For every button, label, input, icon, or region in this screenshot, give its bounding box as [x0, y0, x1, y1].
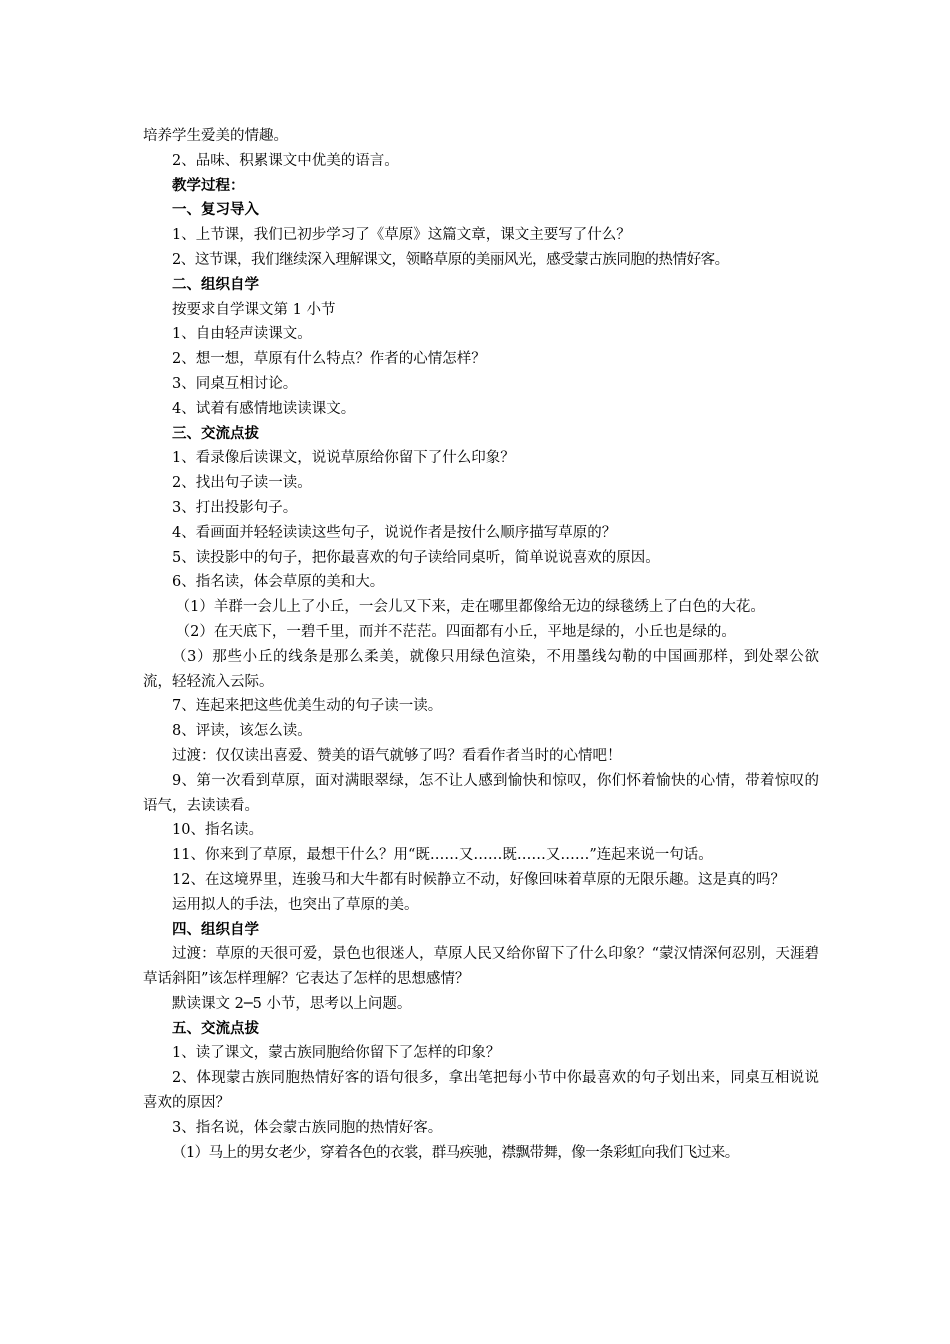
paragraph: 过渡：草原的天很可爱，景色也很迷人，草原人民又给你留下了什么印象？“蒙汉情深何忍别，天涯碧草话斜阳”该怎样理解？它表达了怎样的思想感情？: [143, 946, 819, 988]
paragraph: 2、这节课，我们继续深入理解课文，领略草原的美丽风光，感受蒙古族同胞的热情好客。: [172, 251, 729, 268]
paragraph: 2、找出句子读一读。: [172, 475, 312, 492]
paragraph: 过渡：仅仅读出喜爱、赞美的语气就够了吗？看看作者当时的心情吧！: [172, 747, 622, 764]
paragraph: （1）羊群一会儿上了小丘，一会儿又下来，走在哪里都像给无边的绿毯绣上了白色的大花。: [175, 599, 765, 616]
paragraph: 3、打出投影句子。: [172, 499, 298, 516]
paragraph: 4、试着有感情地读读课文。: [172, 400, 356, 417]
section-heading: 二、组织自学: [172, 275, 259, 293]
paragraph: 运用拟人的手法，也突出了草原的美。: [172, 896, 419, 913]
paragraph: 3、指名说，体会蒙古族同胞的热情好客。: [172, 1119, 443, 1136]
paragraph: 2、品味、积累课文中优美的语言。: [172, 152, 399, 169]
section-heading: 三、交流点拔: [172, 424, 259, 442]
paragraph: （3）那些小丘的线条是那么柔美，就像只用绿色渲染，不用墨线勾勒的中国画那样，到处翠公欲流，轻轻流入云际。: [143, 648, 819, 690]
section-heading: 一、复习导入: [172, 201, 259, 219]
paragraph: 2、想一想，草原有什么特点？作者的心情怎样？: [172, 351, 486, 368]
paragraph: 11、你来到了草原，最想干什么？用“既……又……既……又……”连起来说一句话。: [172, 847, 713, 864]
paragraph: 12、在这境界里，连骏马和大牛都有时候静立不动，好像回味着草原的无限乐趣。这是真的吗？: [172, 871, 785, 888]
paragraph: 7、连起来把这些优美生动的句子读一读。: [172, 698, 443, 715]
paragraph: 10、指名读。: [172, 822, 263, 839]
section-heading: 四、组织自学: [172, 920, 259, 938]
paragraph: （2）在天底下，一碧千里，而并不茫茫。四面都有小丘，平地是绿的，小丘也是绿的。: [175, 623, 736, 640]
paragraph: 3、同桌互相讨论。: [172, 375, 298, 392]
paragraph: 1、看录像后读课文，说说草原给你留下了什么印象？: [172, 450, 515, 467]
paragraph: 1、自由轻声读课文。: [172, 326, 312, 343]
paragraph: 4、看画面并轻轻读读这些句子，说说作者是按什么顺序描写草原的？: [172, 524, 617, 541]
paragraph: 6、指名读，体会草原的美和大。: [172, 574, 385, 591]
paragraph: 1、读了课文，蒙古族同胞给你留下了怎样的印象？: [172, 1045, 501, 1062]
paragraph: 8、评读，该怎么读。: [172, 723, 312, 740]
paragraph: （1）马上的男女老少，穿着各色的衣裳，群马疾驰，襟飘带舞，像一条彩虹向我们飞过来。: [172, 1144, 739, 1161]
document-body: [143, 124, 819, 1165]
paragraph: 培养学生爱美的情趣。: [143, 128, 288, 144]
paragraph: 默读课文 2─5 小节，思考以上问题。: [172, 995, 412, 1012]
paragraph: 按要求自学课文第 1 小节: [172, 301, 336, 318]
paragraph: 9、第一次看到草原，面对满眼翠绿，怎不让人感到愉快和惊叹，你们怀着愉快的心情，带着惊叹的语气，去读读看。: [143, 772, 819, 814]
paragraph: 5、读投影中的句子，把你最喜欢的句子读给同桌听，简单说说喜欢的原因。: [172, 549, 660, 566]
section-heading: 五、交流点拔: [172, 1019, 259, 1037]
section-heading: 教学过程：: [172, 176, 245, 194]
paragraph: 2、体现蒙古族同胞热情好客的语句很多，拿出笔把每小节中你最喜欢的句子划出来，同桌互相说说喜欢的原因？: [143, 1070, 819, 1112]
paragraph: 1、上节课，我们已初步学习了《草原》这篇文章，课文主要写了什么？: [172, 227, 631, 244]
